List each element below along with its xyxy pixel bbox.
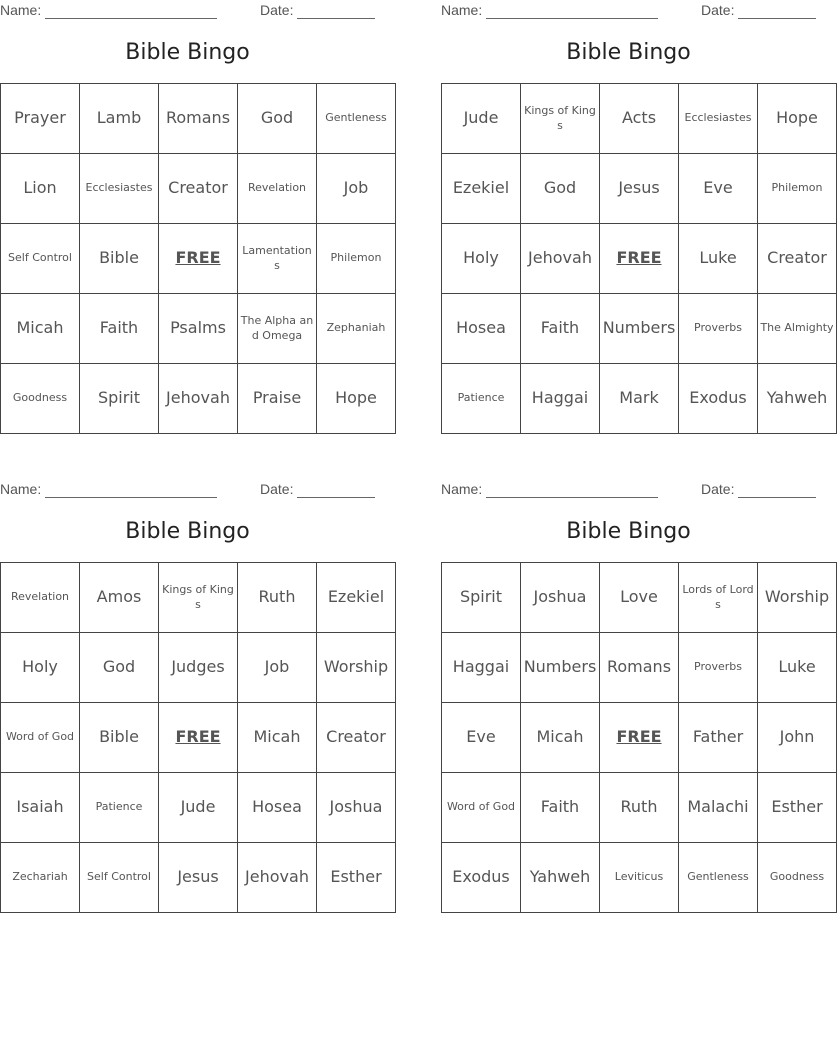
bingo-cell: Exodus: [442, 843, 521, 913]
bingo-cell: Jehovah: [159, 364, 238, 434]
name-date-row: [441, 479, 816, 501]
bingo-grid: [0, 562, 396, 913]
bingo-cell: Isaiah: [1, 773, 80, 843]
bingo-row: [442, 843, 837, 913]
name-label: Name:: [441, 2, 483, 18]
bingo-cell: Ezekiel: [317, 563, 396, 633]
bingo-cell: Ruth: [238, 563, 317, 633]
bingo-cell: Hosea: [238, 773, 317, 843]
bingo-grid: [441, 83, 837, 434]
bingo-cell: Patience: [442, 364, 521, 434]
card-title: Bible Bingo: [566, 40, 691, 65]
bingo-row: [442, 633, 837, 703]
bingo-cell: Ecclesiastes: [679, 84, 758, 154]
free-space-cell: FREE: [159, 703, 238, 773]
bingo-cell: Faith: [521, 294, 600, 364]
bingo-row: [442, 703, 837, 773]
name-field-line: [486, 497, 658, 498]
bingo-cell: Judges: [159, 633, 238, 703]
free-space-cell: FREE: [600, 224, 679, 294]
bingo-cell: Mark: [600, 364, 679, 434]
bingo-cell: Spirit: [442, 563, 521, 633]
bingo-cell: Self Control: [1, 224, 80, 294]
bingo-cell: Creator: [758, 224, 837, 294]
bingo-row: [1, 224, 396, 294]
name-date-row: [441, 0, 816, 22]
bingo-cell: The Almighty: [758, 294, 837, 364]
date-label: Date:: [260, 481, 294, 497]
bingo-cell: Word of God: [442, 773, 521, 843]
bingo-row: [1, 364, 396, 434]
bingo-card-1: [0, 0, 387, 435]
bingo-cell: Bible: [80, 703, 159, 773]
bingo-cell: Patience: [80, 773, 159, 843]
bingo-row: [1, 773, 396, 843]
bingo-cell: Ezekiel: [442, 154, 521, 224]
bingo-grid: [0, 83, 396, 434]
bingo-card-4: [441, 479, 830, 914]
bingo-cell: Hope: [317, 364, 396, 434]
bingo-cell: Faith: [521, 773, 600, 843]
bingo-cell: Proverbs: [679, 633, 758, 703]
bingo-row: [442, 364, 837, 434]
bingo-cell: Jehovah: [238, 843, 317, 913]
bingo-cell: Micah: [521, 703, 600, 773]
bingo-cell: Jehovah: [521, 224, 600, 294]
bingo-row: [1, 633, 396, 703]
bingo-cell: Romans: [159, 84, 238, 154]
name-field-line: [45, 18, 217, 19]
bingo-cell: Amos: [80, 563, 159, 633]
bingo-cell: Esther: [758, 773, 837, 843]
bingo-cell: Zephaniah: [317, 294, 396, 364]
bingo-cell: Numbers: [600, 294, 679, 364]
bingo-cell: Kings of Kings: [521, 84, 600, 154]
bingo-cell: God: [80, 633, 159, 703]
card-title: Bible Bingo: [125, 40, 250, 65]
bingo-cell: God: [238, 84, 317, 154]
bingo-cell: Psalms: [159, 294, 238, 364]
bingo-cell: Yahweh: [758, 364, 837, 434]
bingo-cell: Luke: [679, 224, 758, 294]
name-field-line: [486, 18, 658, 19]
bingo-cell: Hosea: [442, 294, 521, 364]
date-field-line: [738, 18, 816, 19]
date-field-line: [738, 497, 816, 498]
date-label: Date:: [701, 2, 735, 18]
bingo-cell: Love: [600, 563, 679, 633]
bingo-cell: Creator: [159, 154, 238, 224]
bingo-cell: Spirit: [80, 364, 159, 434]
bingo-cell: Holy: [1, 633, 80, 703]
bingo-cell: Joshua: [317, 773, 396, 843]
bingo-cell: Malachi: [679, 773, 758, 843]
bingo-cell: Proverbs: [679, 294, 758, 364]
name-date-row: [0, 0, 375, 22]
bingo-cell: Luke: [758, 633, 837, 703]
bingo-row: [1, 154, 396, 224]
bingo-cell: Gentleness: [317, 84, 396, 154]
name-label: Name:: [0, 481, 42, 497]
bingo-cell: Jude: [442, 84, 521, 154]
bingo-cell: Worship: [758, 563, 837, 633]
name-label: Name:: [441, 481, 483, 497]
bingo-cell: Romans: [600, 633, 679, 703]
bingo-card-3: [0, 479, 389, 914]
bingo-cell: Joshua: [521, 563, 600, 633]
date-label: Date:: [260, 2, 294, 18]
date-field-line: [297, 497, 375, 498]
free-space-cell: FREE: [600, 703, 679, 773]
bingo-cell: Word of God: [1, 703, 80, 773]
bingo-cell: Bible: [80, 224, 159, 294]
bingo-cell: Gentleness: [679, 843, 758, 913]
bingo-cell: Lamentations: [238, 224, 317, 294]
bingo-cell: Holy: [442, 224, 521, 294]
date-field-line: [297, 18, 375, 19]
bingo-cell: Philemon: [317, 224, 396, 294]
card-title: Bible Bingo: [566, 519, 691, 544]
bingo-cell: Lords of Lords: [679, 563, 758, 633]
bingo-cell: Goodness: [758, 843, 837, 913]
bingo-cell: Esther: [317, 843, 396, 913]
bingo-cell: Leviticus: [600, 843, 679, 913]
bingo-cell: Eve: [679, 154, 758, 224]
bingo-card-2: [441, 0, 834, 435]
bingo-cell: Jesus: [600, 154, 679, 224]
bingo-cell: Revelation: [238, 154, 317, 224]
name-field-line: [45, 497, 217, 498]
bingo-cell: Kings of Kings: [159, 563, 238, 633]
bingo-cell: Micah: [1, 294, 80, 364]
bingo-cell: Zechariah: [1, 843, 80, 913]
bingo-cell: God: [521, 154, 600, 224]
date-label: Date:: [701, 481, 735, 497]
bingo-cell: John: [758, 703, 837, 773]
bingo-cell: Jesus: [159, 843, 238, 913]
name-label: Name:: [0, 2, 42, 18]
bingo-cell: Micah: [238, 703, 317, 773]
bingo-cell: Acts: [600, 84, 679, 154]
bingo-cell: The Alpha and Omega: [238, 294, 317, 364]
bingo-row: [1, 563, 396, 633]
bingo-row: [442, 773, 837, 843]
bingo-row: [1, 84, 396, 154]
bingo-cell: Father: [679, 703, 758, 773]
bingo-cell: Revelation: [1, 563, 80, 633]
bingo-cell: Creator: [317, 703, 396, 773]
bingo-cell: Prayer: [1, 84, 80, 154]
bingo-cell: Praise: [238, 364, 317, 434]
bingo-row: [442, 84, 837, 154]
bingo-cell: Numbers: [521, 633, 600, 703]
bingo-cell: Haggai: [442, 633, 521, 703]
bingo-row: [442, 563, 837, 633]
bingo-row: [442, 154, 837, 224]
bingo-cell: Ruth: [600, 773, 679, 843]
bingo-cell: Exodus: [679, 364, 758, 434]
bingo-cell: Self Control: [80, 843, 159, 913]
bingo-cell: Philemon: [758, 154, 837, 224]
bingo-cell: Worship: [317, 633, 396, 703]
bingo-row: [1, 703, 396, 773]
card-title: Bible Bingo: [125, 519, 250, 544]
name-date-row: [0, 479, 375, 501]
bingo-cell: Eve: [442, 703, 521, 773]
bingo-cell: Lamb: [80, 84, 159, 154]
bingo-cell: Yahweh: [521, 843, 600, 913]
bingo-grid: [441, 562, 837, 913]
bingo-cell: Goodness: [1, 364, 80, 434]
free-space-cell: FREE: [159, 224, 238, 294]
bingo-row: [1, 843, 396, 913]
bingo-cell: Lion: [1, 154, 80, 224]
bingo-cell: Haggai: [521, 364, 600, 434]
bingo-cell: Job: [317, 154, 396, 224]
bingo-cell: Jude: [159, 773, 238, 843]
bingo-cell: Faith: [80, 294, 159, 364]
bingo-row: [442, 224, 837, 294]
bingo-row: [1, 294, 396, 364]
bingo-cell: Job: [238, 633, 317, 703]
bingo-cell: Hope: [758, 84, 837, 154]
bingo-row: [442, 294, 837, 364]
bingo-cell: Ecclesiastes: [80, 154, 159, 224]
